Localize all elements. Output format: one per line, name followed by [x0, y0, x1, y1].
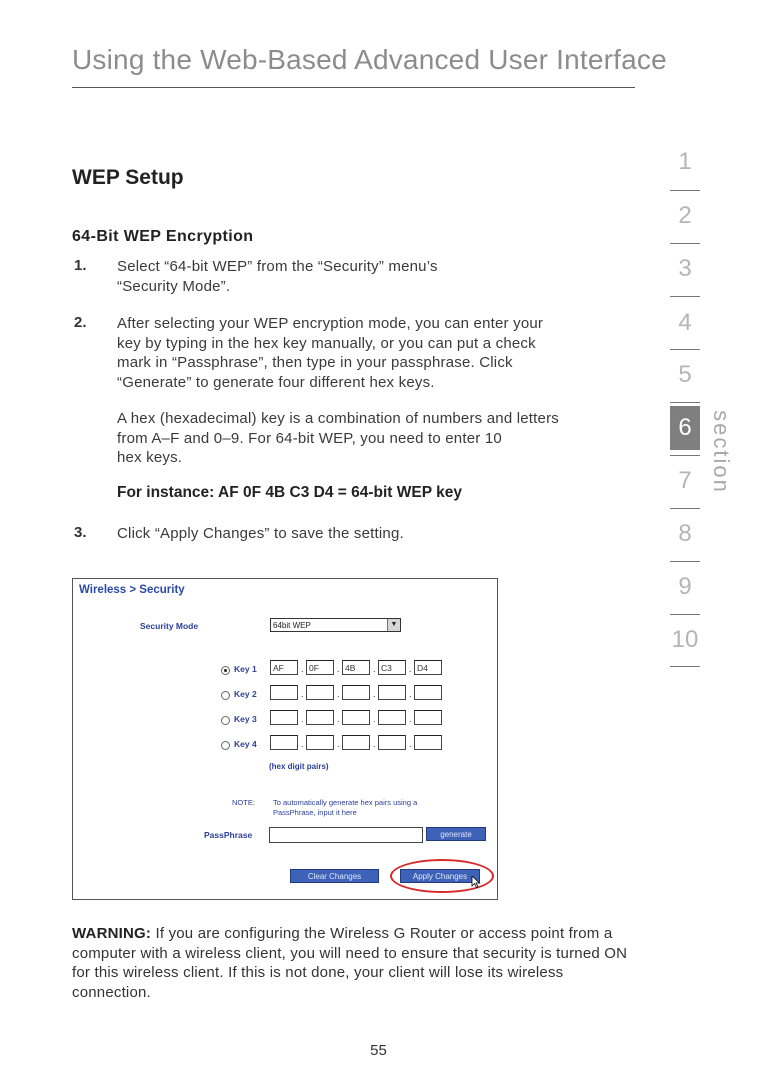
key-4-radio[interactable] [221, 741, 230, 750]
note-line: To automatically generate hex pairs using a [273, 798, 418, 807]
note-line: PassPhrase, input it here [273, 808, 357, 817]
section-divider [670, 561, 700, 562]
key-field[interactable]: AF [270, 660, 298, 675]
passphrase-label: PassPhrase [204, 830, 253, 840]
breadcrumb: Wireless > Security [79, 584, 185, 596]
separator-dot: . [301, 714, 304, 724]
step-line: mark in “Passphrase”, then type in your passphrase. Click [117, 354, 513, 371]
step-text [117, 314, 637, 392]
separator-dot: . [373, 714, 376, 724]
key-field[interactable] [378, 710, 406, 725]
page-number: 55 [370, 1042, 387, 1059]
key-2-radio[interactable] [221, 691, 230, 700]
key-field[interactable]: D4 [414, 660, 442, 675]
section-number: 5 [678, 361, 692, 388]
mouse-cursor-icon [471, 876, 481, 888]
header-rule [72, 87, 635, 88]
key-label: Key 1 [234, 664, 257, 674]
step-line: Select “64-bit WEP” from the “Security” menu’s [117, 258, 438, 275]
separator-dot: . [301, 664, 304, 674]
key-label: Key 3 [234, 714, 257, 724]
section-label-text: section [709, 410, 734, 494]
warning-label: WARNING: [72, 925, 152, 942]
key-field[interactable] [342, 710, 370, 725]
security-mode-label: Security Mode [140, 621, 199, 631]
key-field[interactable]: C3 [378, 660, 406, 675]
step-line: After selecting your WEP encryption mode, you can enter your [117, 315, 544, 332]
section-number: 9 [678, 573, 692, 600]
router-screenshot [72, 578, 498, 900]
step-text [117, 524, 637, 544]
section-divider [670, 402, 700, 403]
section-heading: WEP Setup [72, 166, 184, 189]
section-number: 4 [678, 309, 692, 336]
section-divider [670, 455, 700, 456]
key-1-radio[interactable] [221, 666, 230, 675]
key-field[interactable] [342, 735, 370, 750]
section-divider [670, 296, 700, 297]
section-number: 3 [678, 255, 692, 282]
chapter-title: Using the Web-Based Advanced User Interface [72, 44, 667, 75]
key-field[interactable] [378, 685, 406, 700]
key-field[interactable] [306, 710, 334, 725]
warning-text: If you are configuring the Wireless G Router or access point from a computer with a wireless client, you will need to ensure that security is turned ON for this wireless client. If this is not done, your client will lose its wireless connection. [72, 925, 628, 1001]
section-divider [670, 508, 700, 509]
note-line: hex keys. [117, 449, 183, 466]
key-field[interactable] [306, 735, 334, 750]
separator-dot: . [373, 664, 376, 674]
key-field[interactable] [414, 685, 442, 700]
step-text [117, 257, 637, 296]
clear-changes-button[interactable]: Clear Changes [290, 869, 379, 883]
separator-dot: . [337, 689, 340, 699]
separator-dot: . [337, 739, 340, 749]
key-field[interactable] [378, 735, 406, 750]
separator-dot: . [409, 664, 412, 674]
warning-paragraph [72, 924, 632, 1002]
security-mode-select[interactable] [270, 618, 401, 632]
section-number-active: 6 [670, 406, 700, 450]
section-number: 7 [678, 467, 692, 494]
separator-dot: . [301, 739, 304, 749]
hex-pairs-hint: (hex digit pairs) [269, 762, 329, 771]
step-number: 1. [74, 257, 87, 274]
step-number: 3. [74, 524, 87, 541]
section-number: 10 [671, 626, 699, 653]
note-line: A hex (hexadecimal) key is a combination of numbers and letters [117, 410, 559, 427]
key-field[interactable] [270, 685, 298, 700]
section-label [698, 402, 744, 502]
section-number: 1 [678, 148, 692, 175]
security-mode-value: 64bit WEP [273, 621, 311, 630]
separator-dot: . [409, 714, 412, 724]
section-divider [670, 666, 700, 667]
section-divider [670, 349, 700, 350]
key-3-radio[interactable] [221, 716, 230, 725]
separator-dot: . [373, 739, 376, 749]
separator-dot: . [337, 714, 340, 724]
key-field[interactable] [306, 685, 334, 700]
example-line: For instance: AF 0F 4B C3 D4 = 64-bit WEP key [117, 484, 462, 501]
key-field[interactable]: 4B [342, 660, 370, 675]
separator-dot: . [337, 664, 340, 674]
key-label: Key 4 [234, 739, 257, 749]
separator-dot: . [409, 689, 412, 699]
note-line: from A–F and 0–9. For 64-bit WEP, you need to enter 10 [117, 429, 502, 447]
section-divider [670, 614, 700, 615]
generate-button[interactable]: generate [426, 827, 486, 841]
key-label: Key 2 [234, 689, 257, 699]
subsection-heading: 64-Bit WEP Encryption [72, 228, 254, 245]
step-line: “Generate” to generate four different hex keys. [117, 373, 435, 391]
apply-changes-button[interactable]: Apply Changes [400, 869, 480, 883]
section-divider [670, 190, 700, 191]
key-field[interactable] [270, 735, 298, 750]
passphrase-input[interactable] [269, 827, 423, 843]
step-line: Click “Apply Changes” to save the setting. [117, 525, 404, 542]
separator-dot: . [409, 739, 412, 749]
section-number: 2 [678, 202, 692, 229]
section-divider [670, 243, 700, 244]
key-field[interactable] [414, 735, 442, 750]
separator-dot: . [301, 689, 304, 699]
key-field[interactable] [414, 710, 442, 725]
key-field[interactable] [342, 685, 370, 700]
step-number: 2. [74, 314, 87, 331]
chevron-down-icon[interactable]: ▼ [387, 619, 400, 631]
section-number: 8 [678, 520, 692, 547]
separator-dot: . [373, 689, 376, 699]
key-field[interactable] [270, 710, 298, 725]
note-text [273, 798, 493, 818]
hex-note [117, 409, 637, 468]
note-label: NOTE: [232, 798, 255, 807]
step-line: “Security Mode”. [117, 277, 231, 295]
step-line: key by typing in the hex key manually, or you can put a check [117, 334, 536, 352]
key-field[interactable]: 0F [306, 660, 334, 675]
